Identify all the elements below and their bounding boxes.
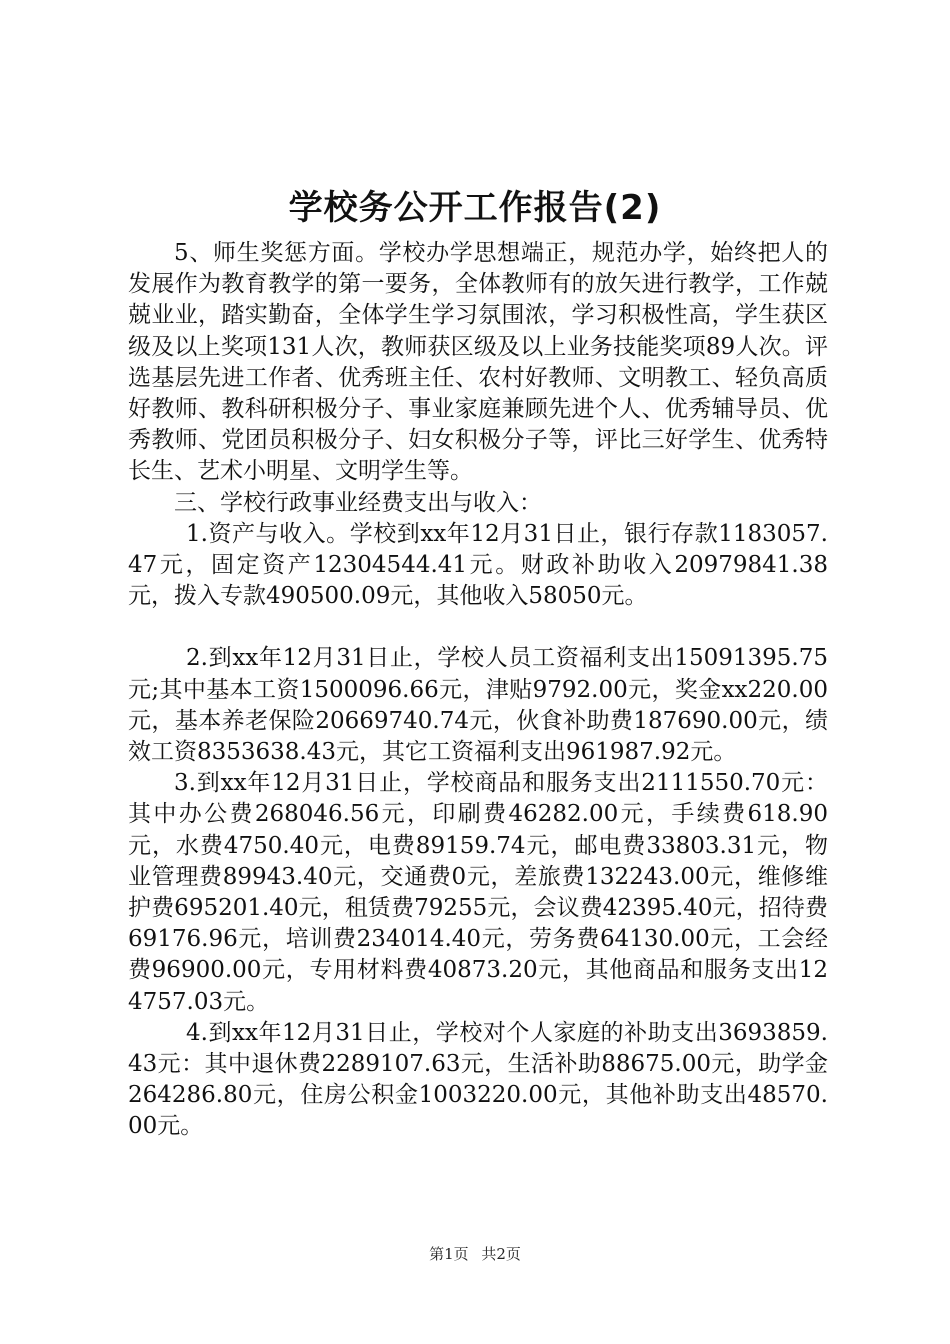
paragraph-spacer: [128, 612, 828, 643]
section-heading-funds: 三、学校行政事业经费支出与收入：: [174, 489, 542, 516]
document-title: 学校务公开工作报告(2): [288, 188, 662, 228]
paragraph-goods-services-expense: 3.到xx年12月31日止，学校商品和服务支出2111550.70元：其中办公费268046.56元，印刷费46282.00元，手续费618.90元，水费4750.40元，电费89159.74元，邮电费33803.31元，物业管理费89943.40元，交通费0元，差旅费132243.00元，维修维护费695201.40元，租赁费79255元，会议费42395.40元，招待费69176.96元，培训费234014.40元，劳务费64130.00元，工会经费96900.00元，专用材料费40873.20元，其他商品和服务支出124757.03元。: [128, 770, 828, 1015]
paragraph-family-subsidy-expense: 4.到xx年12月31日止，学校对个人家庭的补助支出3693859.43元：其中退休费2289107.63元，生活补助88675.00元，助学金264286.80元，住房公积金1003220.00元，其他补助支出48570.00元。: [128, 1019, 828, 1140]
document-body: [128, 238, 828, 1143]
page-total: 共2页: [481, 1245, 521, 1263]
paragraph-salary-expense: 2.到xx年12月31日止，学校人员工资福利支出15091395.75元;其中基本工资1500096.66元，津贴9792.00元，奖金xx220.00元，基本养老保险20669740.74元，伙食补助费187690.00元，绩效工资8353638.43元，其它工资福利支出961987.92元。: [128, 645, 828, 766]
page-number: 第1页: [429, 1245, 469, 1263]
paragraph-rewards: 5、师生奖惩方面。学校办学思想端正，规范办学，始终把人的发展作为教育教学的第一要务，全体教师有的放矢进行教学，工作兢兢业业，踏实勤奋，全体学生学习氛围浓，学习积极性高，学生获区级及以上奖项131人次，教师获区级及以上业务技能奖项89人次。评选基层先进工作者、优秀班主任、农村好教师、文明教工、轻负高质好教师、教科研积极分子、事业家庭兼顾先进个人、优秀辅导员、优秀教师、党团员积极分子、妇女积极分子等，评比三好学生、优秀特长生、艺术小明星、文明学生等。: [128, 240, 828, 485]
paragraph-assets-income: 1.资产与收入。学校到xx年12月31日止，银行存款1183057.47元，固定资产12304544.41元。财政补助收入20979841.38元，拨入专款490500.09元，其他收入58050元。: [128, 520, 828, 610]
page-footer: [0, 1244, 950, 1264]
